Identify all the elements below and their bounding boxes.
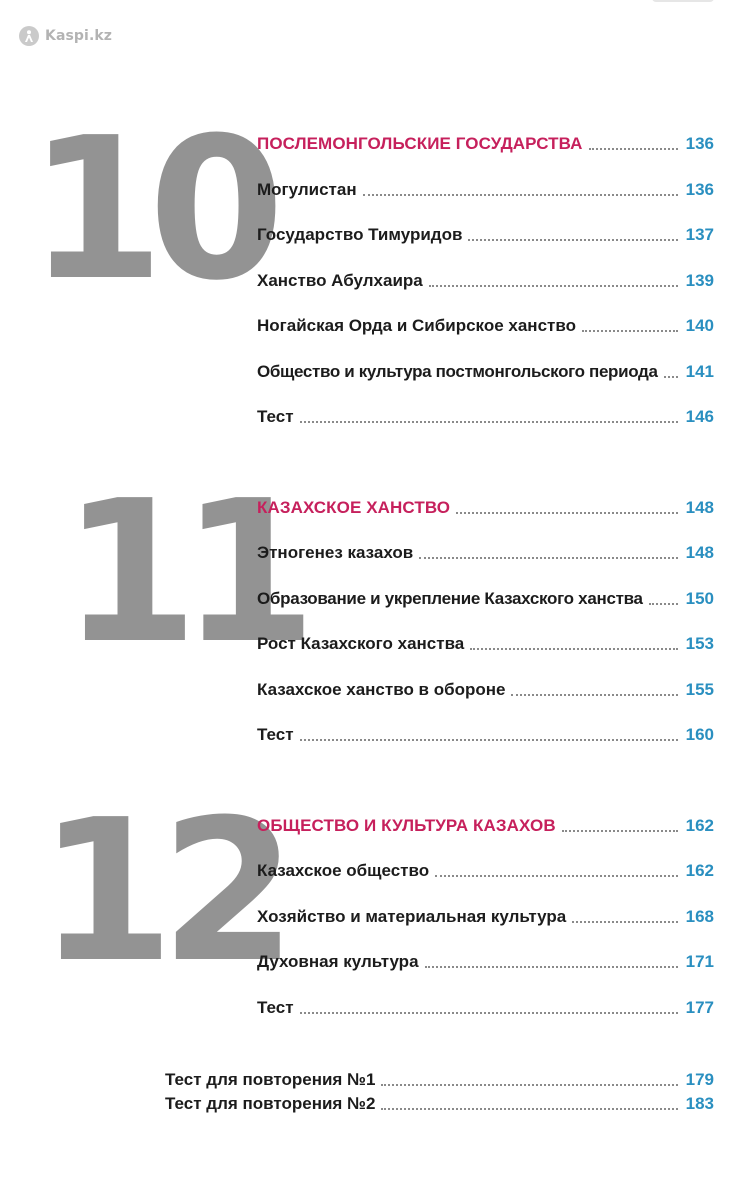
toc-entry-label: Образование и укрепление Казахского ханства: [257, 589, 643, 608]
dot-leader: [456, 512, 678, 514]
toc-entry[interactable]: [257, 994, 714, 1018]
toc-entry[interactable]: [257, 948, 714, 972]
toc-entry[interactable]: [257, 403, 714, 427]
dot-leader: [649, 603, 678, 605]
dot-leader: [470, 648, 678, 650]
toc-entry-label: Могулистан: [257, 180, 357, 199]
page-number: 160: [685, 725, 714, 744]
toc-chapter-heading[interactable]: [257, 130, 714, 154]
toc-chapter-heading[interactable]: [257, 494, 714, 518]
page-number: 139: [685, 271, 714, 290]
toc-heading-label: ОБЩЕСТВО И КУЛЬТУРА КАЗАХОВ: [257, 816, 556, 835]
page-number: 155: [685, 680, 714, 699]
page-number: 162: [685, 816, 714, 835]
toc-entry[interactable]: [257, 176, 714, 200]
toc-review-test[interactable]: [165, 1090, 714, 1114]
dot-leader: [435, 875, 678, 877]
dot-leader: [664, 376, 678, 378]
toc-entry-label: Ногайская Орда и Сибирское ханство: [257, 316, 576, 335]
watermark-text: Kaspi.kz: [45, 28, 113, 44]
dot-leader: [589, 148, 678, 150]
dot-leader: [425, 966, 678, 968]
toc-entry[interactable]: [257, 630, 714, 654]
toc-heading-label: КАЗАХСКОЕ ХАНСТВО: [257, 498, 451, 517]
page-number: 141: [685, 362, 714, 381]
toc-entry[interactable]: [257, 857, 714, 881]
dot-leader: [582, 330, 678, 332]
toc-entry[interactable]: [257, 312, 714, 336]
toc-entry-label: Тест: [257, 407, 294, 426]
toc-entry[interactable]: [257, 676, 714, 700]
dot-leader: [468, 239, 678, 241]
page-number: 140: [685, 316, 714, 335]
toc-entry[interactable]: [257, 221, 714, 245]
top-edge-bar: [652, 0, 714, 2]
toc-entry-label: Хозяйство и материальная культура: [257, 907, 567, 926]
toc-entry-label: Тест: [257, 998, 294, 1017]
chapter-number: 11: [62, 459, 299, 687]
kaspi-logo-icon: [19, 26, 39, 46]
toc-entry-label: Государство Тимуридов: [257, 225, 463, 244]
page-number: 177: [685, 998, 714, 1017]
dot-leader: [511, 694, 678, 696]
toc-entry[interactable]: [257, 539, 714, 563]
toc-entry[interactable]: [257, 721, 714, 745]
toc-chapter-heading[interactable]: [257, 812, 714, 836]
page-number: 136: [685, 134, 714, 153]
page-number: 150: [685, 589, 714, 608]
page-number: 183: [685, 1094, 714, 1113]
toc-entry[interactable]: [257, 903, 714, 927]
dot-leader: [300, 421, 678, 423]
page-number: 148: [685, 498, 714, 517]
dot-leader: [419, 557, 678, 559]
page-number: 136: [685, 180, 714, 199]
page-number: 171: [685, 952, 714, 971]
toc-entry[interactable]: [257, 358, 714, 382]
toc-entry-label: Казахское ханство в обороне: [257, 680, 506, 699]
toc-entry[interactable]: [257, 267, 714, 291]
toc-entry-label: Этногенез казахов: [257, 543, 414, 562]
page-number: 162: [685, 861, 714, 880]
dot-leader: [562, 830, 678, 832]
toc-entry-label: Казахское общество: [257, 861, 430, 880]
chapter-number: 12: [38, 778, 283, 1006]
page-number: 153: [685, 634, 714, 653]
chapter-number: 10: [28, 96, 269, 324]
toc-entry-label: Тест для повторения №1: [165, 1070, 376, 1089]
toc-entry-label: Духовная культура: [257, 952, 419, 971]
toc-entry-label: Ханство Абулхаира: [257, 271, 423, 290]
dot-leader: [300, 739, 678, 741]
toc-review-test[interactable]: [165, 1066, 714, 1090]
toc-heading-label: ПОСЛЕМОНГОЛЬСКИЕ ГОСУДАРСТВА: [257, 134, 583, 153]
dot-leader: [363, 194, 678, 196]
page-number: 137: [685, 225, 714, 244]
dot-leader: [572, 921, 678, 923]
page-number: 168: [685, 907, 714, 926]
page-number: 146: [685, 407, 714, 426]
toc-entry-label: Рост Казахского ханства: [257, 634, 465, 653]
dot-leader: [381, 1084, 678, 1086]
page-number: 179: [685, 1070, 714, 1089]
toc-entry-label: Тест: [257, 725, 294, 744]
toc-entry-label: Тест для повторения №2: [165, 1094, 376, 1113]
page-number: 148: [685, 543, 714, 562]
dot-leader: [381, 1108, 678, 1110]
toc-entry-label: Общество и культура постмонгольского периода: [257, 362, 658, 381]
dot-leader: [429, 285, 678, 287]
kaspi-watermark: [19, 25, 112, 47]
toc-entry[interactable]: [257, 585, 714, 609]
dot-leader: [300, 1012, 678, 1014]
